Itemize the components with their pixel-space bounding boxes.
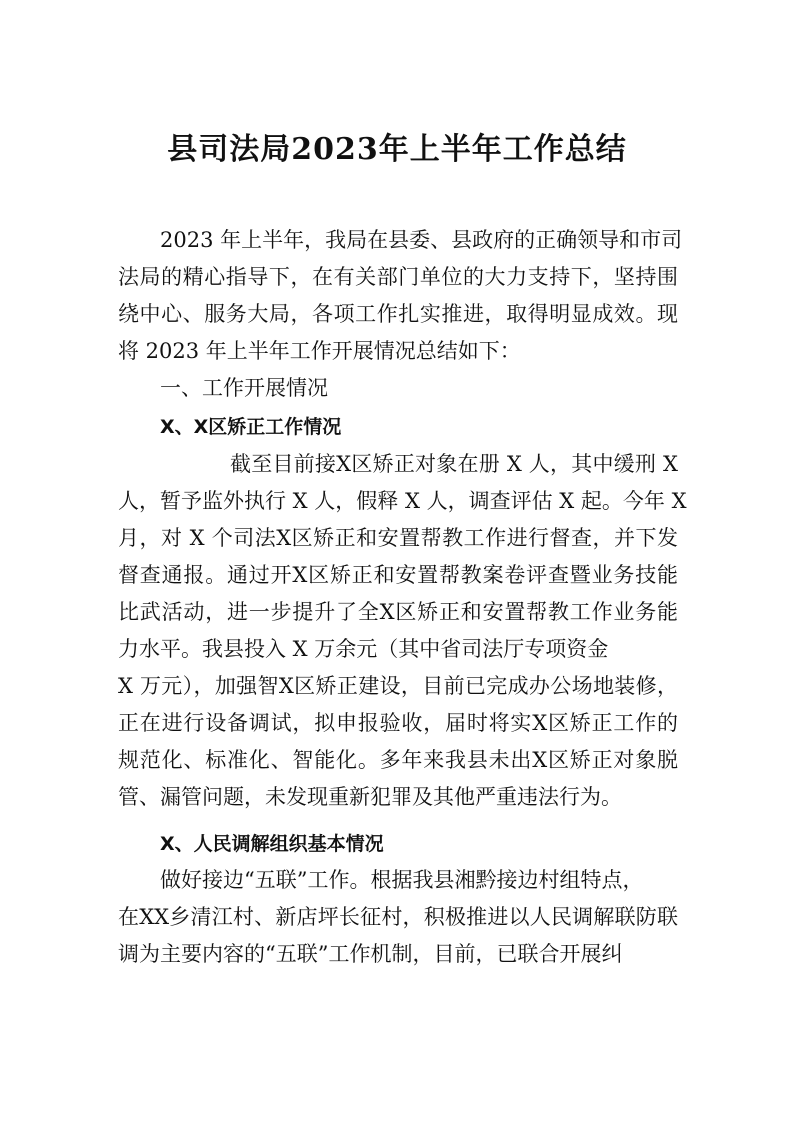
sub1-line-8: 正在进行设备调试，拟申报验收，届时将实X区矫正工作的 xyxy=(118,711,678,735)
section-heading-1: 一、工作开展情况 xyxy=(160,376,328,400)
intro-line-2: 法局的精心指导下，在有关部门单位的大力支持下，坚持围 xyxy=(118,265,678,289)
subsection-heading-2: X、人民调解组织基本情况 xyxy=(160,833,384,855)
sub2-line-1: 做好接边“五联”工作。根据我县湘黔接边村组特点， xyxy=(160,868,644,892)
sub1-line-10: 管、漏管问题，未发现重新犯罪及其他严重违法行为。 xyxy=(118,785,622,809)
intro-line-1: 2023 年上半年，我局在县委、县政府的正确领导和市司 xyxy=(160,228,683,252)
document-title: 县司法局2023年上半年工作总结 xyxy=(167,132,627,167)
intro-line-3: 绕中心、服务大局，各项工作扎实推进，取得明显成效。现 xyxy=(118,302,678,326)
sub1-line-9: 规范化、标准化、智能化。多年来我县未出X区矫正对象脱 xyxy=(118,748,678,772)
sub1-line-3: 月，对 X 个司法X区矫正和安置帮教工作进行督查，并下发 xyxy=(118,526,678,550)
subsection-heading-1: X、X区矫正工作情况 xyxy=(160,416,342,438)
sub1-line-5: 比武活动，进一步提升了全X区矫正和安置帮教工作业务能 xyxy=(118,600,678,624)
sub2-line-3: 调为主要内容的“五联”工作机制，目前，已联合开展纠 xyxy=(118,942,623,966)
sub1-line-2: 人，暂予监外执行 X 人，假释 X 人，调查评估 X 起。今年 X xyxy=(118,489,687,513)
sub1-line-1: 截至目前接X区矫正对象在册 X 人，其中缓刑 X xyxy=(230,452,678,476)
sub2-line-2: 在XX乡清江村、新店坪长征村，积极推进以人民调解联防联 xyxy=(118,905,678,929)
sub1-line-6: 力水平。我县投入 X 万余元（其中省司法厅专项资金 xyxy=(118,637,609,661)
sub1-line-7: X 万元），加强智X区矫正建设，目前已完成办公场地装修， xyxy=(118,674,678,698)
intro-line-4: 将 2023 年上半年工作开展情况总结如下： xyxy=(118,339,521,363)
sub1-line-4: 督查通报。通过开X区矫正和安置帮教案卷评查暨业务技能 xyxy=(118,563,678,587)
